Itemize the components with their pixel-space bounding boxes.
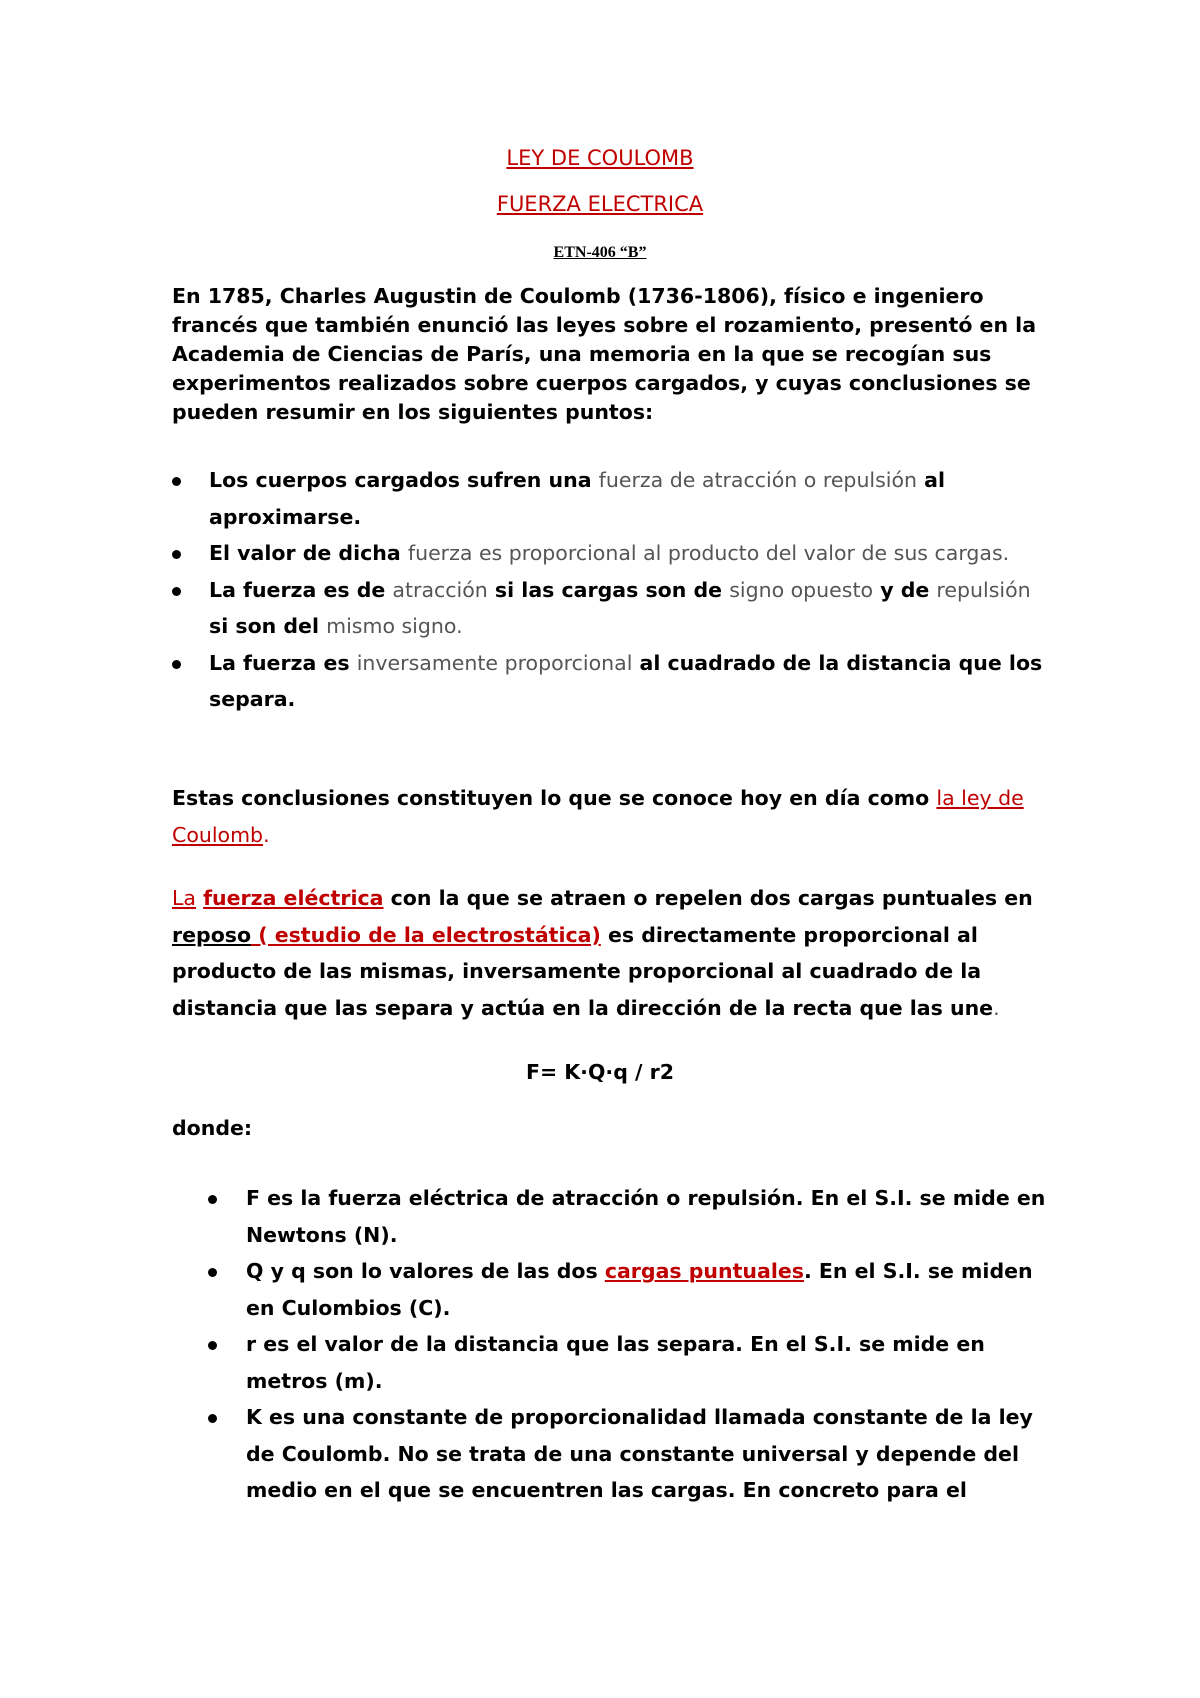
point-text: La fuerza es: [209, 650, 357, 675]
list-item: [208, 1399, 1048, 1509]
ley-de-coulomb-link[interactable]: la ley de Coulomb: [172, 786, 1024, 847]
list-item: [208, 1180, 1048, 1253]
list-item: [172, 462, 1052, 535]
point-text: .: [1002, 541, 1010, 565]
force-text: con la que se atraen o repelen dos cargas puntuales en: [383, 886, 1033, 910]
list-item: [172, 572, 1052, 645]
list-item: [208, 1253, 1048, 1326]
conclusion-paragraph: [172, 780, 1052, 853]
course-code: ETN-406 “B”: [553, 244, 647, 261]
force-text: es directamente proporcional al producto de las mismas, inversamente proporcional al cuadrado de la distancia que las separa y actúa en la dirección de la recta que las une: [172, 922, 994, 1020]
document-title: LEY DE COULOMB: [506, 146, 694, 170]
point-text: si son del: [209, 614, 327, 638]
point-text: La fuerza es de: [209, 577, 393, 602]
la-link[interactable]: La: [172, 886, 196, 910]
definition-text: Q y q son lo valores de las dos: [246, 1259, 605, 1283]
coulomb-formula: F= K·Q·q / r2: [525, 1060, 674, 1084]
definition-text: F es la fuerza eléctrica de atracción o repulsión. En el S.I. se mide en Newtons (N).: [246, 1186, 1046, 1247]
fuerza-electrica-link[interactable]: fuerza eléctrica: [203, 886, 384, 910]
point-text: .: [456, 614, 463, 638]
document-subtitle: FUERZA ELECTRICA: [496, 192, 704, 216]
point-text: mismo signo: [326, 614, 457, 638]
definition-text: . En el S.I. se miden en Culombios (C).: [246, 1259, 1033, 1320]
point-text: fuerza es proporcional al producto del valor de sus cargas: [407, 541, 1003, 565]
definition-text: K es una constante de proporcionalidad llamada constante de la ley de Coulomb. No se trata de una constante universal y depende del medio en el que se encuentren las cargas. En concreto para el: [246, 1405, 1033, 1502]
point-text: y de: [873, 577, 937, 602]
coulomb-conclusions-list: [172, 462, 1052, 718]
conclusion-end: .: [263, 822, 270, 847]
reposo-link[interactable]: reposo: [172, 922, 252, 947]
force-text: .: [993, 995, 1000, 1020]
list-item: [172, 535, 1052, 572]
cargas-puntuales-link[interactable]: cargas puntuales: [604, 1259, 804, 1283]
point-text: El valor de dicha: [209, 541, 408, 565]
point-text: al cuadrado de la distancia que los separa.: [209, 650, 1043, 711]
point-text: fuerza de atracción o repulsión: [598, 468, 918, 492]
list-item: [172, 645, 1052, 718]
point-text: signo opuesto: [729, 577, 874, 602]
point-text: si las cargas son de: [487, 577, 730, 602]
point-text: atracción: [392, 577, 488, 602]
definitions-list: [208, 1180, 1048, 1509]
point-text: Los cuerpos cargados sufren una: [209, 468, 599, 492]
intro-paragraph: En 1785, Charles Augustin de Coulomb (1736-1806), físico e ingeniero francés que también enunció las leyes sobre el rozamiento, presentó en la Academia de Ciencias de París, una memoria en la que se recogían sus experimentos realizados sobre cuerpos cargados, y cuyas conclusiones se pueden resumir en los siguientes puntos:: [172, 284, 1037, 424]
point-text: al aproximarse.: [209, 468, 946, 529]
donde-label: donde:: [172, 1116, 253, 1140]
electrostatica-link[interactable]: ( estudio de la electrostática): [251, 922, 601, 947]
list-item: [208, 1326, 1048, 1399]
force-paragraph: [172, 880, 1052, 1026]
point-text: inversamente proporcional: [356, 650, 633, 675]
point-text: repulsión: [936, 577, 1031, 602]
definition-text: r es el valor de la distancia que las separa. En el S.I. se mide en metros (m).: [246, 1332, 985, 1393]
conclusion-text: Estas conclusiones constituyen lo que se conoce hoy en día como: [172, 786, 937, 810]
